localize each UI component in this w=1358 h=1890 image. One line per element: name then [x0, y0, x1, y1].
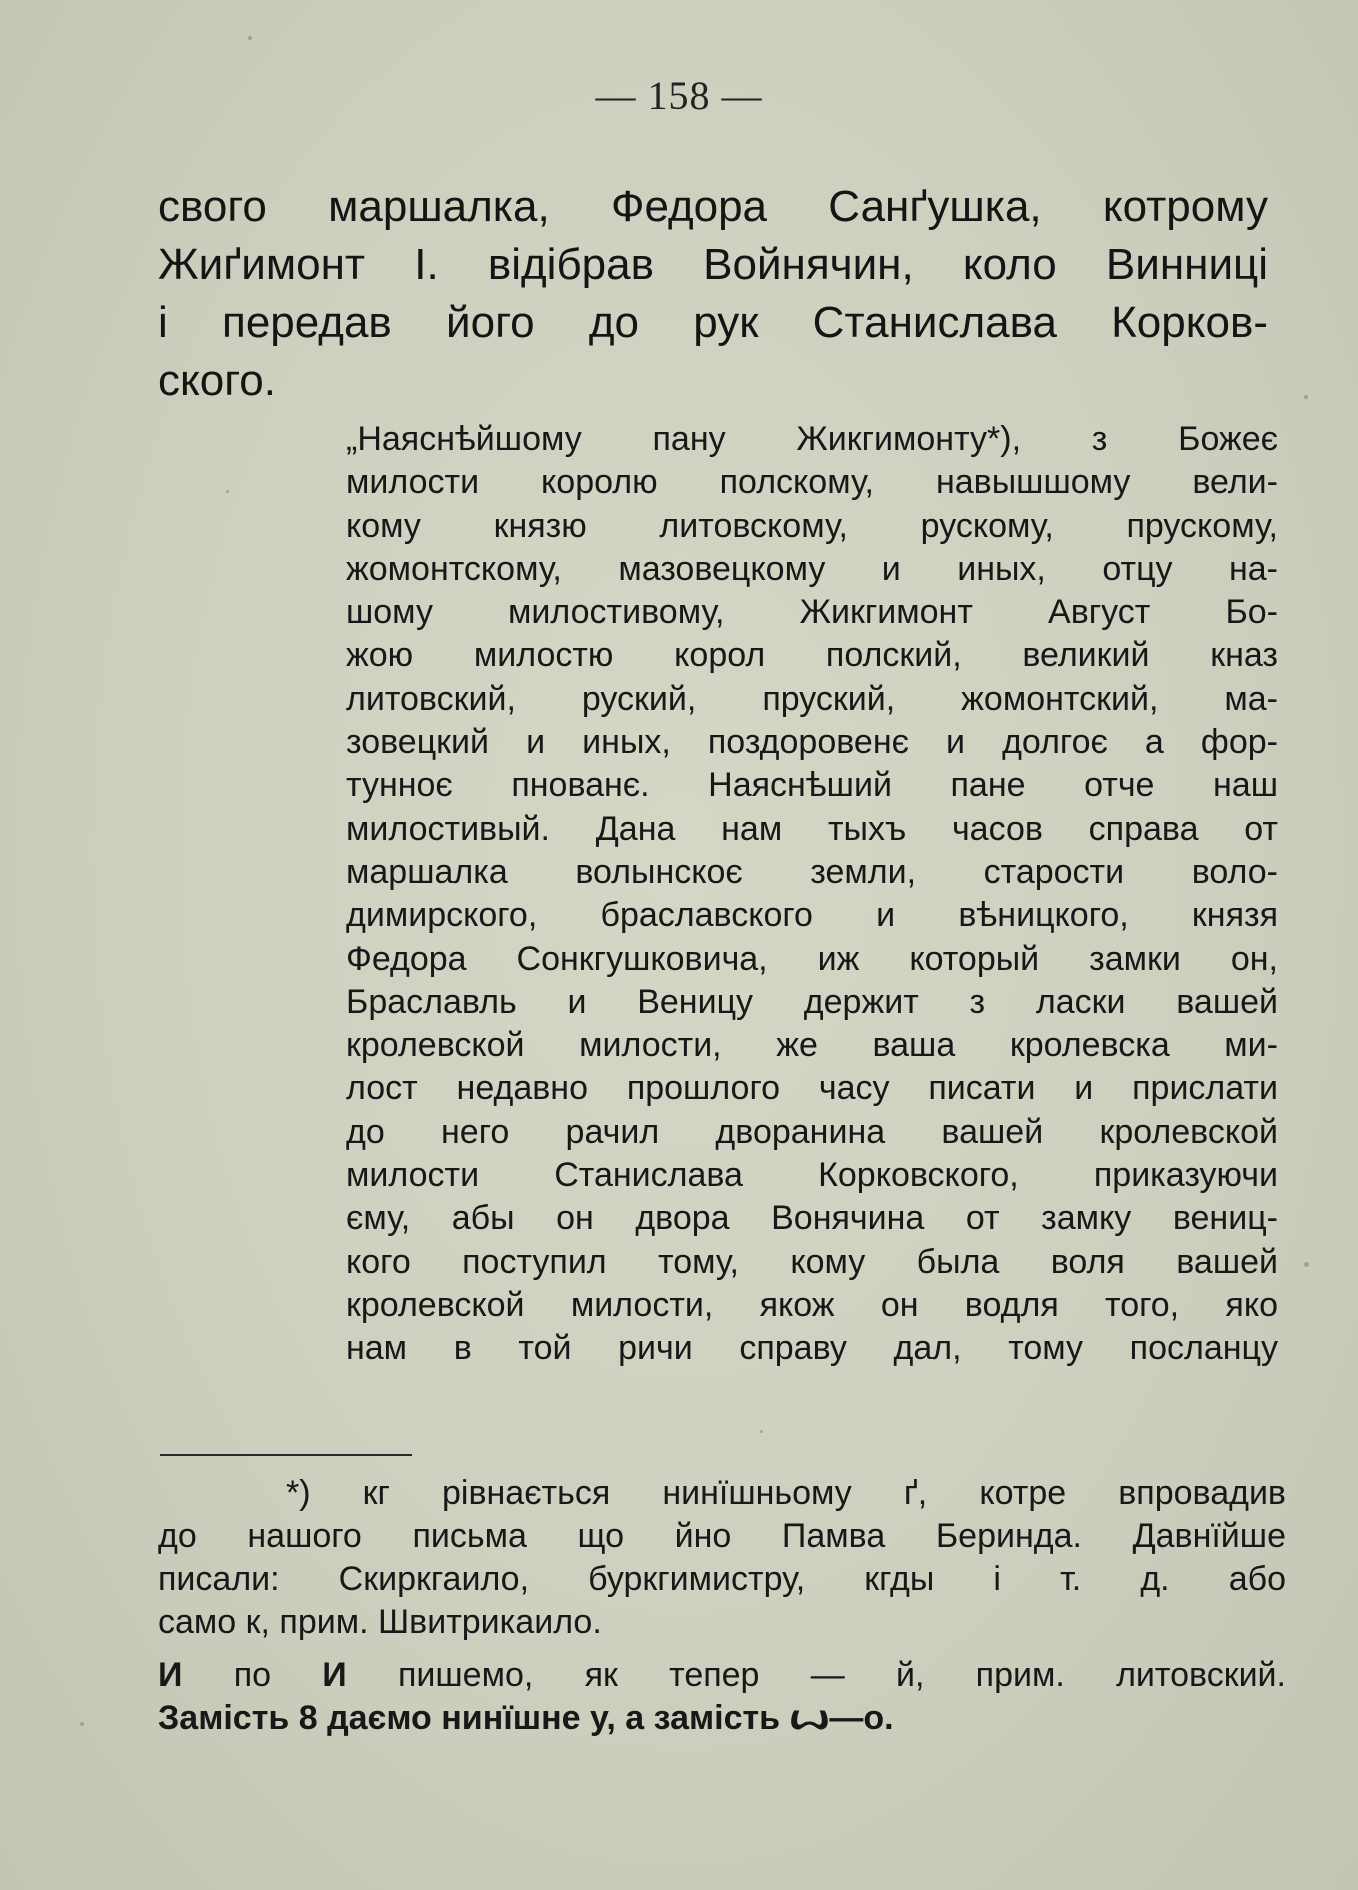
quote-line: лост недавно прошлого часу писати и прислати — [346, 1069, 1278, 1108]
footnote-divider — [160, 1454, 412, 1456]
footnote-text: пишемо, як тепер — й, прим. литовский. — [346, 1656, 1286, 1694]
quote-line: милости Станислава Корковского, приказуючи — [346, 1156, 1278, 1195]
quote-line: Браславль и Веницу держит з ласки вашей — [346, 982, 1278, 1021]
paper-speck — [248, 36, 252, 40]
quote-line: димирского, браславского и вѣницкого, князя — [346, 896, 1278, 935]
quote-line: шому милостивому, Жикгимонт Август Бо- — [346, 593, 1278, 632]
quote-line: „Наяснѣйшому пану Жикгимонту*), з Божеє — [346, 420, 1278, 458]
paper-speck — [80, 1722, 84, 1726]
quote-line: кролевской милости, якож он водля того, яко — [346, 1285, 1278, 1324]
lead-paragraph — [158, 178, 1268, 410]
quote-line: кого поступил тому, кому была воля вашей — [346, 1242, 1278, 1281]
page-number: — 158 — — [595, 73, 763, 118]
footnote-text: Замість 8 даємо нинїшне у, а замість — [158, 1699, 790, 1737]
paper-speck — [226, 490, 229, 493]
text-line: і передав його до рук Станислава Корков- — [158, 298, 1268, 347]
quote-line: до него рачил дворанина вашей кролевской — [346, 1112, 1278, 1151]
quote-line: нам в той ричи справу дал, тому посланцу — [346, 1329, 1278, 1368]
quote-line: литовский, руский, пруский, жомонтский, ма- — [346, 679, 1278, 718]
paper-speck — [760, 1430, 763, 1433]
quoted-letter — [346, 418, 1278, 1371]
footnote-line: *) кг рівнається нинїшньому ґ, котре впровадив — [286, 1474, 1286, 1512]
footnote — [158, 1472, 1286, 1740]
text-line: ского. — [158, 356, 276, 405]
footnote-line — [158, 1697, 1286, 1740]
footnote-text: по — [182, 1656, 323, 1694]
omega-glyph: ꙍ—о. — [789, 1699, 894, 1737]
quote-line: єму, абы он двора Вонячина от замку вениц- — [346, 1199, 1278, 1238]
paper-speck — [1304, 395, 1308, 399]
quote-line: жою милостю корол полский, великий кназ — [346, 636, 1278, 675]
text-line: свого маршалка, Федора Санґушка, котрому — [158, 182, 1268, 231]
footnote-line: писали: Скиркгаило, буркгимистру, кгды і т. д. або — [158, 1560, 1286, 1598]
quote-line: кому князю литовскому, рускому, прускому, — [346, 506, 1278, 545]
footnote-line: само к, прим. Швитрикаило. — [158, 1603, 602, 1641]
quote-line: кролевской милости, же ваша кролевска ми- — [346, 1026, 1278, 1065]
footnote-letter: И — [158, 1656, 183, 1694]
quote-line: тунноє пнованє. Наяснѣший пане отче наш — [346, 766, 1278, 805]
quote-line: жомонтскому, мазовецкому и иных, отцу на- — [346, 549, 1278, 588]
footnote-letter: И — [322, 1656, 347, 1694]
footnote-line: до нашого письма що йно Памва Беринда. Давнїйше — [158, 1517, 1286, 1555]
quote-line: милостивый. Дана нам тыхъ часов справа от — [346, 809, 1278, 848]
paper-speck — [1304, 1262, 1309, 1267]
quote-line: милости королю полскому, навышшому вели- — [346, 463, 1278, 502]
quote-line: маршалка волынскоє земли, старости воло- — [346, 852, 1278, 891]
footnote-line — [158, 1654, 1286, 1697]
quote-line: Федора Сонкгушковича, иж который замки он, — [346, 939, 1278, 978]
text-line: Жиґимонт І. відібрав Войнячин, коло Винниці — [158, 240, 1268, 289]
quote-line: зовецкий и иных, поздоровенє и долгоє а фор- — [346, 723, 1278, 762]
